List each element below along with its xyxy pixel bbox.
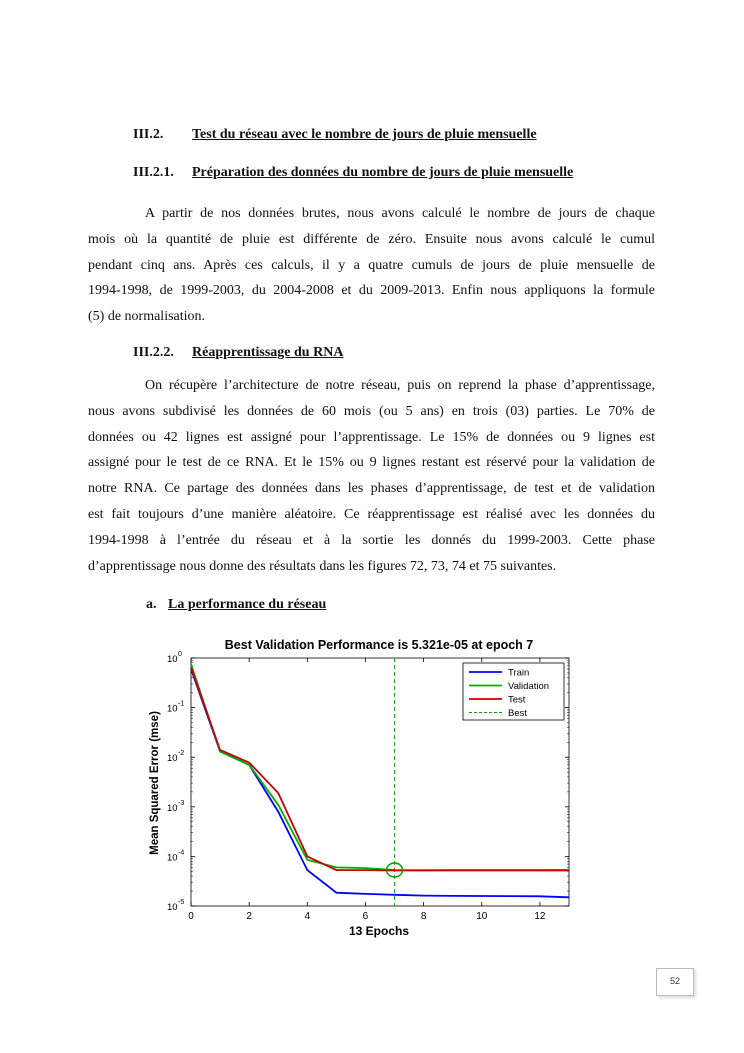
paragraph-data-preparation [88,201,655,330]
section-heading-III-2-2 [133,345,344,361]
x-tick-label: 8 [420,911,427,922]
y-tick-label: 10 [167,753,178,765]
section-number: III.2. [133,127,164,142]
y-axis-label: Mean Squared Error (mse) [149,711,161,855]
subsection-letter: a. [146,597,157,612]
chart-title: Best Validation Performance is 5.321e-05 at epoch 7 [224,638,534,652]
y-tick-exponent: -1 [178,700,185,708]
legend-label-validation: Validation [508,681,550,692]
x-tick-label: 10 [476,911,488,922]
subsection-title: La performance du réseau [168,597,327,612]
legend-label-train: Train [508,667,530,679]
section-number: III.2.2. [133,345,174,360]
y-tick-exponent: 0 [178,651,182,658]
subsection-heading-a [146,597,327,613]
text-line: notre RNA. Ce partage des données dans les phases d’apprentissage, de test et de validation [88,481,655,497]
text-line: données ou 42 lignes est assigné pour l’apprentissage. Le 15% de données ou 9 lignes est [88,429,655,445]
section-title: Préparation des données du nombre de jours de pluie mensuelle [192,165,574,180]
x-tick-label: 0 [188,911,194,922]
x-tick-label: 2 [246,911,252,922]
text-line: A partir de nos données brutes, nous avons calculé le nombre de jours de chaque [145,206,655,221]
performance-chart [140,632,590,942]
text-line: nous avons subdivisé les données de 60 mois (ou 5 ans) en trois (03) parties. Le 70% de [88,403,655,419]
text-line: On récupère l’architecture de notre réseau, puis on reprend la phase d’apprentissage, [145,378,655,393]
y-tick-exponent: -4 [178,849,185,857]
text-line: mois où la quantité de pluie est différente de zéro. Ensuite nous avons calculé le cumul [88,231,655,247]
text-line: assigné pour le test de ce RNA. Et le 15% ou 9 lignes restant est réservé pour la validation de [88,455,655,471]
text-line: 1994-1998, de 1999-2003, du 2004-2008 et du 2009-2013. Enfin nous appliquons la formule [88,283,655,299]
section-heading-III-2 [133,127,537,143]
y-tick-exponent: -5 [178,899,185,906]
section-number: III.2.1. [133,165,174,180]
text-line: 1994-1998 à l’entrée du réseau et à la sortie les donnés du 1999-2003. Cette phase [88,532,655,548]
y-tick-exponent: -3 [178,799,185,807]
paragraph-retraining [88,373,655,579]
x-tick-label: 4 [304,911,311,922]
text-line: d’apprentissage nous donne des résultats dans les figures 72, 73, 74 et 75 suivantes. [88,558,557,574]
y-tick-exponent: -2 [178,750,185,758]
y-tick-label: 10 [167,802,178,814]
y-tick-label: 10 [167,852,178,864]
legend-label-test: Test [508,694,526,706]
y-tick-label: 10 [167,902,178,913]
x-tick-label: 12 [534,911,546,922]
x-tick-label: 6 [362,911,369,922]
text-line: pendant cinq ans. Après ces calculs, il y a quatre cumuls de jours de pluie mensuelle de [88,257,655,273]
section-title: Réapprentissage du RNA [192,345,344,360]
y-tick-label: 10 [167,703,178,715]
text-line: (5) de normalisation. [88,309,206,325]
page-number-box [656,968,694,996]
x-axis-label: 13 Epochs [348,924,410,938]
y-tick-label: 10 [167,654,178,665]
legend-label-best: Best [508,708,528,719]
section-heading-III-2-1 [133,165,574,181]
section-title: Test du réseau avec le nombre de jours de pluie mensuelle [192,127,537,142]
text-line: est fait toujours d’une manière aléatoire. Ce réapprentissage est réalisé avec les données du [88,506,655,522]
page-number: 52 [669,976,680,986]
